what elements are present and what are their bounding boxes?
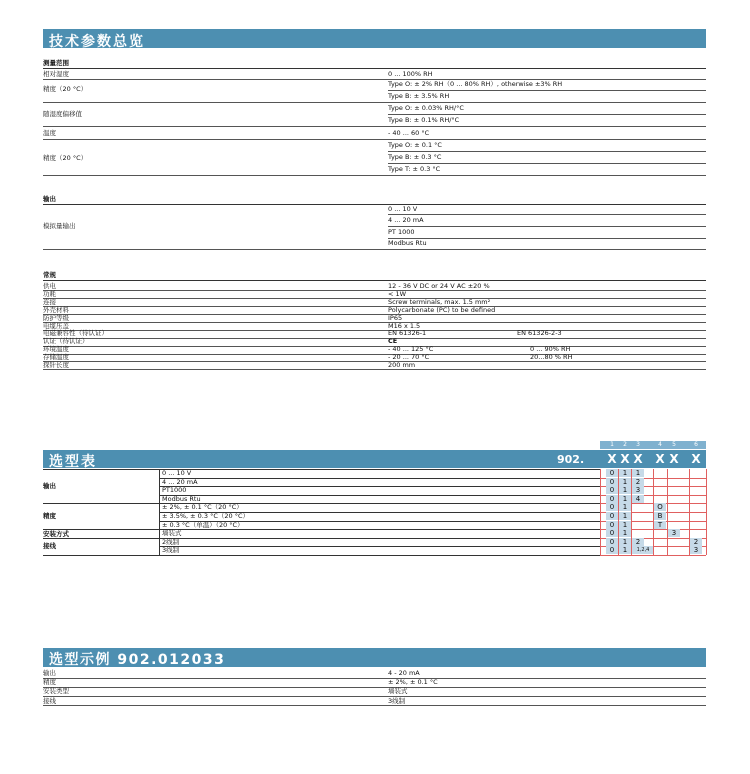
tacc-typeO: Type O: ± 0.1 °C <box>388 141 442 149</box>
tacc-typeT: Type T: ± 0.3 °C <box>388 165 441 173</box>
code-cell: 2 <box>690 538 702 546</box>
code-cell: 1 <box>619 503 631 511</box>
divider <box>43 314 706 315</box>
divider <box>388 226 706 227</box>
temp-accuracy-label: 精度（20 °C） <box>43 154 88 162</box>
column-divider <box>600 469 601 555</box>
code-cell: 2 <box>632 538 644 546</box>
divider <box>43 469 600 470</box>
code-cell: 1,2,4 <box>632 546 654 554</box>
position-x-mark: X <box>620 452 630 466</box>
selection-group-label: 接线 <box>43 542 56 551</box>
accuracy-label: 精度（20 °C） <box>43 85 88 93</box>
general-heading: 常规 <box>43 271 56 279</box>
position-x-mark: X <box>607 452 617 466</box>
code-cell: 0 <box>606 486 618 494</box>
selection-group-label: 输出 <box>43 482 56 491</box>
code-cell: 1 <box>619 495 631 503</box>
divider <box>43 322 706 323</box>
selection-option: 0 ... 10 V <box>162 469 192 477</box>
code-cell: 1 <box>619 469 631 477</box>
general-value: 12 - 36 V DC or 24 V AC ±20 % <box>388 282 490 290</box>
humidity-label: 相对湿度 <box>43 70 69 78</box>
example-label: 输出 <box>43 669 56 677</box>
position-number: 6 <box>694 441 698 448</box>
general-label: 功耗 <box>43 289 56 298</box>
position-number: 3 <box>636 441 640 448</box>
code-cell: 1 <box>619 538 631 546</box>
general-label: 电磁兼容性（待认证） <box>43 329 108 338</box>
position-x-mark: X <box>669 452 679 466</box>
divider <box>43 705 706 706</box>
drift-typeO: Type O: ± 0.03% RH/°C <box>388 104 464 112</box>
divider <box>43 346 706 347</box>
position-number: 1 <box>610 441 614 448</box>
column-divider <box>689 469 690 555</box>
general-label: 探针长度 <box>43 361 69 369</box>
model-prefix: 902. <box>557 453 585 466</box>
temp-value: - 40 ... 60 °C <box>388 129 430 137</box>
code-cell: T <box>654 521 666 529</box>
example-label: 安装类型 <box>43 687 69 696</box>
general-label: 连接 <box>43 297 56 306</box>
position-number: 5 <box>672 441 676 448</box>
general-value-2: 20...80 % RH <box>530 353 573 362</box>
selection-option: 2线制 <box>162 537 180 546</box>
selection-option: Modbus Rtu <box>162 494 201 503</box>
tech-title: 技术参数总览 <box>49 34 145 50</box>
code-cell: 2 <box>632 478 644 486</box>
code-cell: 3 <box>632 486 644 494</box>
code-cell: 3 <box>690 546 702 554</box>
divider <box>43 369 706 370</box>
code-cell: B <box>654 512 666 520</box>
divider <box>43 204 706 205</box>
position-x-mark: X <box>655 452 665 466</box>
general-value: < 1W <box>388 289 407 298</box>
output-heading: 输出 <box>43 195 56 203</box>
divider <box>43 298 706 299</box>
divider <box>600 555 706 556</box>
tacc-typeB: Type B: ± 0.3 °C <box>388 153 442 161</box>
column-divider <box>618 469 619 555</box>
code-cell: 0 <box>606 538 618 546</box>
column-divider <box>631 469 632 555</box>
general-value: Screw terminals, max. 1.5 mm² <box>388 297 491 306</box>
general-value-2: 0 ... 90% RH <box>530 345 571 354</box>
code-cell: 0 <box>606 469 618 477</box>
divider <box>43 102 706 103</box>
divider <box>43 280 706 281</box>
divider <box>160 546 600 547</box>
selection-option: ± 0.3 °C（单温）（20 °C） <box>162 520 244 529</box>
code-cell: 1 <box>632 469 644 477</box>
example-label: 接线 <box>43 696 56 705</box>
example-banner <box>43 648 706 667</box>
tech-banner <box>43 29 706 48</box>
divider <box>43 79 706 80</box>
temp-label: 温度 <box>43 129 56 137</box>
acc-typeB: Type B: ± 3.5% RH <box>388 92 450 100</box>
divider <box>43 175 706 176</box>
example-value: 墙装式 <box>388 687 408 696</box>
general-value: IP65 <box>388 313 403 322</box>
code-cell: 0 <box>606 529 618 537</box>
divider <box>43 687 706 688</box>
code-cell: 1 <box>619 486 631 494</box>
divider <box>388 114 706 115</box>
column-divider <box>667 469 668 555</box>
divider <box>43 306 706 307</box>
divider <box>388 238 706 239</box>
selection-option: 3线制 <box>162 546 180 555</box>
output-option: PT 1000 <box>388 228 415 236</box>
drift-typeB: Type B: ± 0.1% RH/°C <box>388 116 460 124</box>
divider <box>388 151 706 152</box>
example-value: ± 2%, ± 0.1 °C <box>388 678 438 687</box>
code-cell: O <box>654 503 666 511</box>
output-option: 0 ... 10 V <box>388 205 418 213</box>
code-cell: 1 <box>619 478 631 486</box>
selection-option: 墙装式 <box>162 529 182 538</box>
code-cell: 0 <box>606 521 618 529</box>
code-cell: 0 <box>606 512 618 520</box>
general-label: 供电 <box>43 282 56 290</box>
general-label: 认证（待认证） <box>43 337 89 346</box>
selection-group-label: 安装方式 <box>43 529 69 538</box>
column-divider <box>706 469 707 555</box>
output-option: 4 ... 20 mA <box>388 216 424 224</box>
general-label: 存储温度 <box>43 353 69 362</box>
general-value: 200 mm <box>388 361 416 369</box>
divider <box>43 354 706 355</box>
divider <box>388 90 706 91</box>
code-cell: 1 <box>619 521 631 529</box>
divider <box>43 678 706 679</box>
code-cell: 3 <box>668 529 680 537</box>
general-value: - 40 ... 125 °C <box>388 345 434 354</box>
divider <box>388 163 706 164</box>
divider <box>43 68 706 69</box>
general-value: M16 x 1.5 <box>388 321 421 330</box>
humidity-value: 0 ... 100% RH <box>388 70 433 78</box>
example-value: 4 - 20 mA <box>388 669 420 677</box>
divider <box>43 139 706 140</box>
code-cell: 0 <box>606 478 618 486</box>
position-number: 2 <box>623 441 627 448</box>
divider <box>43 555 600 556</box>
selection-option: PT1000 <box>162 486 187 495</box>
drift-label: 随湿度偏移值 <box>43 110 82 118</box>
example-value: 3线制 <box>388 696 406 705</box>
divider <box>160 495 600 496</box>
code-cell: 1 <box>619 512 631 520</box>
general-label: 外壳材料 <box>43 305 69 314</box>
example-label: 精度 <box>43 678 56 687</box>
divider <box>43 696 706 697</box>
selection-option: 4 ... 20 mA <box>162 477 198 486</box>
output-option: Modbus Rtu <box>388 239 427 247</box>
general-label: 电缆压盖 <box>43 321 69 330</box>
divider <box>43 290 706 291</box>
divider <box>43 538 600 539</box>
code-cell: 1 <box>619 529 631 537</box>
measure-range-heading: 测量范围 <box>43 59 69 67</box>
general-value: - 20 ... 70 °C <box>388 353 430 362</box>
divider <box>43 503 600 504</box>
general-value: Polycarbonate (PC) to be defined <box>388 305 496 314</box>
code-cell: 0 <box>606 546 618 554</box>
divider <box>388 214 706 215</box>
divider <box>43 529 600 530</box>
general-label: 防护等级 <box>43 313 69 322</box>
general-value: EN 61326-1 <box>388 329 427 338</box>
selection-option: ± 3.5%, ± 0.3 °C（20 °C） <box>162 512 249 520</box>
example-title: 选型示例 902.012033 <box>49 652 226 668</box>
selection-title: 选型表 <box>49 454 97 470</box>
code-cell: 0 <box>606 503 618 511</box>
column-divider <box>159 469 160 555</box>
column-divider <box>653 469 654 555</box>
code-cell: 1 <box>619 546 631 554</box>
divider <box>160 478 600 479</box>
code-cell: 4 <box>632 495 644 503</box>
acc-typeO: Type O: ± 2% RH（0 ... 80% RH）, otherwise ±3% RH <box>388 80 563 88</box>
divider <box>160 486 600 487</box>
divider <box>43 338 706 339</box>
divider <box>43 361 706 362</box>
general-value: CE <box>388 337 398 346</box>
selection-group-label: 精度 <box>43 512 56 521</box>
divider <box>43 330 706 331</box>
divider <box>43 126 706 127</box>
general-value-2: EN 61326-2-3 <box>517 329 562 338</box>
position-number: 4 <box>658 441 662 448</box>
general-label: 环境温度 <box>43 345 69 354</box>
position-x-mark: X <box>691 452 701 466</box>
selection-option: ± 2%, ± 0.1 °C（20 °C） <box>162 503 243 512</box>
divider <box>43 249 706 250</box>
code-cell: 0 <box>606 495 618 503</box>
position-x-mark: X <box>633 452 643 466</box>
analog-output-label: 模拟量输出 <box>43 222 76 230</box>
